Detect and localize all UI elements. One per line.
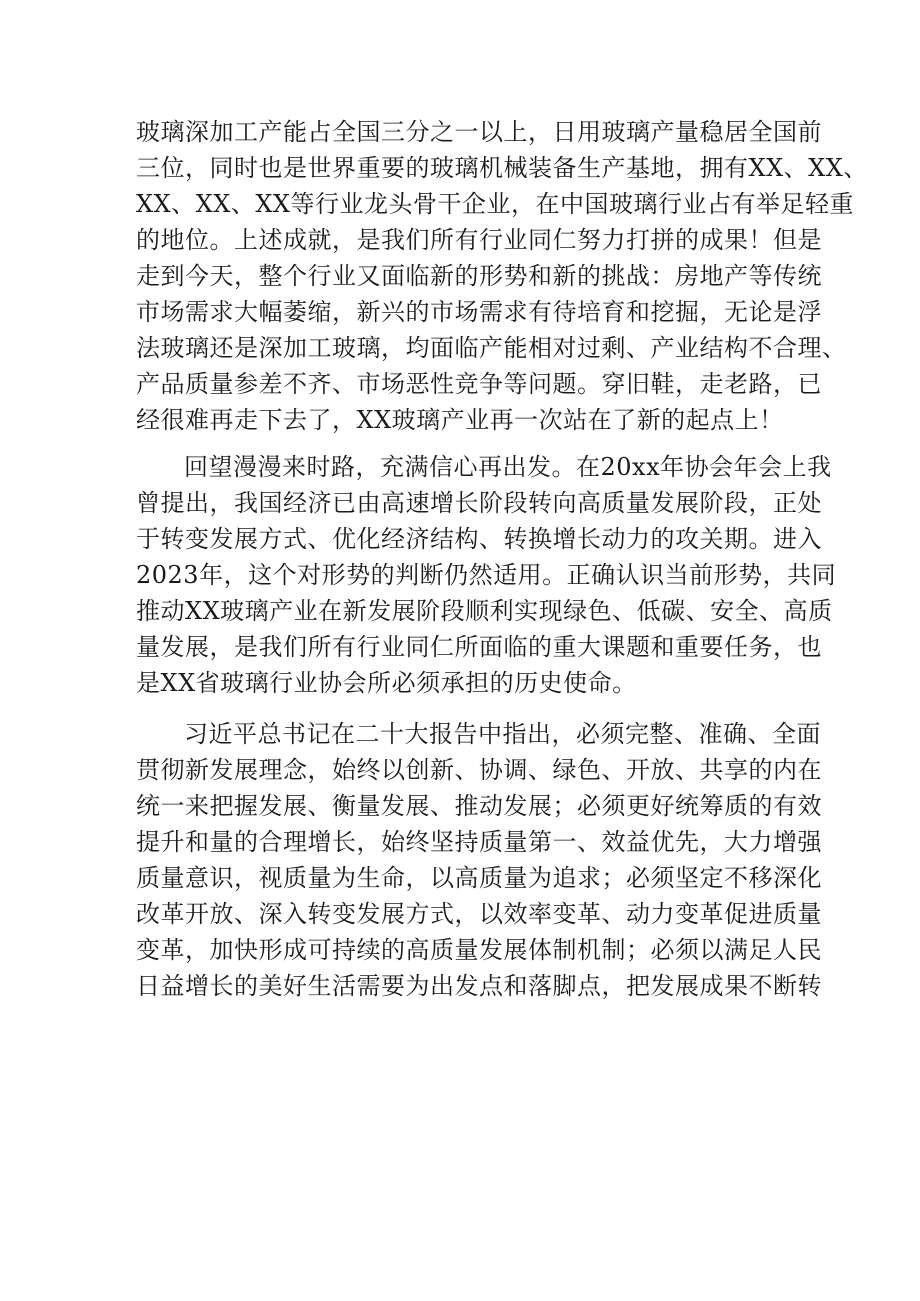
paragraph-1-line-8: 产品质量参差不齐、市场恶性竞争等问题。穿旧鞋，走老路，已 [136,370,822,398]
paragraph-3-line-2: 贯彻新发展理念，始终以创新、协调、绿色、开放、共享的内在 [136,756,822,784]
paragraph-3-line-7: 变革，加快形成可持续的高质量发展体制机制；必须以满足人民 [136,936,822,964]
paragraph-3-line-6: 改革开放、深入转变发展方式，以效率变革、动力变革促进质量 [136,900,822,928]
paragraph-3-line-4: 提升和量的合理增长，始终坚持质量第一、效益优先，大力增强 [136,828,822,856]
paragraph-2-line-7: 是XX省玻璃行业协会所必须承担的历史使命。 [136,669,637,697]
paragraph-1-line-9: 经很难再走下去了，XX玻璃产业再一次站在了新的起点上！ [136,406,784,434]
paragraph-1-line-4: 的地位。上述成就，是我们所有行业同仁努力打拼的成果！但是 [136,226,822,254]
paragraph-1-line-2: 三位，同时也是世界重要的玻璃机械装备生产基地，拥有XX、XX、 [136,154,868,182]
paragraph-3-line-5: 质量意识，视质量为生命，以高质量为追求；必须坚定不移深化 [136,864,822,892]
paragraph-2-line-3: 于转变发展方式、优化经济结构、转换增长动力的攻关期。进入 [136,525,822,553]
paragraph-2-line-1: 回望漫漫来时路，充满信心再出发。在20xx年协会年会上我 [184,453,832,481]
paragraph-2-line-5: 推动XX玻璃产业在新发展阶段顺利实现绿色、低碳、安全、高质 [136,597,833,625]
paragraph-1-line-7: 法玻璃还是深加工玻璃，均面临产能相对过剩、产业结构不合理、 [136,334,847,362]
paragraph-2-line-2: 曾提出，我国经济已由高速增长阶段转向高质量发展阶段，正处 [136,489,822,517]
paragraph-1-line-6: 市场需求大幅萎缩，新兴的市场需求有待培育和挖掘，无论是浮 [136,298,822,326]
paragraph-2-line-6: 量发展，是我们所有行业同仁所面临的重大课题和重要任务，也 [136,633,822,661]
paragraph-3-line-8: 日益增长的美好生活需要为出发点和落脚点，把发展成果不断转 [136,972,822,1000]
paragraph-1-line-1: 玻璃深加工产能占全国三分之一以上，日用玻璃产量稳居全国前 [136,118,822,146]
paragraph-2-line-4: 2023年，这个对形势的判断仍然适用。正确认识当前形势，共同 [136,561,837,589]
paragraph-1-line-3: XX、XX、XX等行业龙头骨干企业，在中国玻璃行业占有举足轻重 [136,190,855,218]
paragraph-3-line-3: 统一来把握发展、衡量发展、推动发展；必须更好统筹质的有效 [136,792,822,820]
paragraph-3-line-1: 习近平总书记在二十大报告中指出，必须完整、准确、全面 [184,720,821,748]
paragraph-1-line-5: 走到今天，整个行业又面临新的形势和新的挑战：房地产等传统 [136,262,822,290]
